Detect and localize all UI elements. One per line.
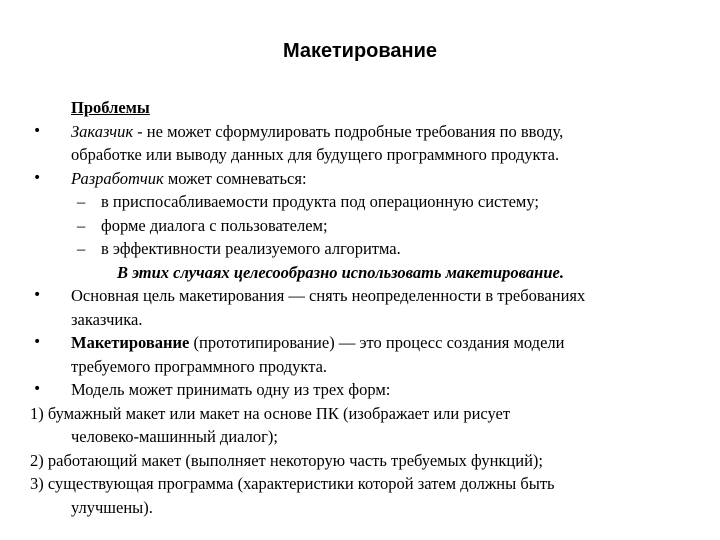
form-item-text-line1: 2) работающий макет (выполняет некоторую часть требуемых функций); bbox=[30, 450, 543, 470]
dash-icon: – bbox=[77, 192, 86, 211]
form-item-1 bbox=[30, 402, 670, 449]
slide-title: Макетирование bbox=[282, 40, 438, 62]
bullet-item-definition bbox=[30, 331, 670, 378]
form-item-3 bbox=[30, 472, 670, 519]
bullet-icon: • bbox=[33, 122, 42, 139]
sub-item-text: форме диалога с пользователем; bbox=[101, 215, 328, 235]
sub-item bbox=[30, 190, 670, 214]
form-item-text-line2: человеко-машинный диалог); bbox=[71, 427, 278, 446]
bullet-item-goal bbox=[30, 284, 670, 331]
bullet-item-developer bbox=[30, 167, 670, 191]
sub-item-text: в эффективности реализуемого алгоритма. bbox=[101, 239, 401, 258]
forms-intro: Модель может принимать одну из трех форм: bbox=[71, 380, 391, 399]
slide-body bbox=[30, 96, 670, 519]
dash-icon: – bbox=[77, 239, 86, 258]
bullet-icon: • bbox=[33, 169, 42, 186]
definition-term: Макетирование bbox=[71, 333, 190, 352]
sub-item bbox=[30, 237, 670, 261]
emphasis-line: В этих случаях целесообразно использовать макетирование. bbox=[117, 262, 564, 282]
definition-text-line1: (прототипирование) — это процесс создания модели bbox=[189, 333, 565, 352]
form-item-2 bbox=[30, 449, 670, 473]
form-item-text-line1: 3) существующая программа (характеристики которой затем должны быть bbox=[30, 474, 555, 493]
customer-text-line2: обработке или выводу данных для будущего программного продукта. bbox=[71, 145, 560, 164]
bullet-icon: • bbox=[33, 287, 42, 303]
problems-heading: Проблемы bbox=[71, 98, 150, 117]
developer-text: может сомневаться: bbox=[163, 168, 307, 188]
form-item-text-line1: 1) бумажный макет или макет на основе ПК (изображает или рисует bbox=[30, 403, 511, 423]
sub-item-text: в приспосабливаемости продукта под операционную систему; bbox=[101, 192, 539, 211]
bullet-icon: • bbox=[33, 334, 42, 350]
definition-text-line2: требуемого программного продукта. bbox=[71, 356, 328, 376]
customer-term: Заказчик bbox=[71, 121, 134, 141]
bullet-icon: • bbox=[33, 381, 42, 397]
dash-icon: – bbox=[77, 215, 86, 235]
sub-item bbox=[30, 214, 670, 238]
bullet-item-customer bbox=[30, 120, 670, 167]
bullet-item-forms bbox=[30, 378, 670, 402]
goal-text-line1: Основная цель макетирования — снять неопределенности в требованиях bbox=[71, 286, 586, 305]
goal-text-line2: заказчика. bbox=[71, 309, 143, 329]
form-item-text-line2: улучшены). bbox=[71, 497, 153, 517]
developer-term: Разработчик bbox=[71, 168, 164, 188]
customer-text-line1: - не может сформулировать подробные требования по вводу, bbox=[133, 121, 564, 141]
